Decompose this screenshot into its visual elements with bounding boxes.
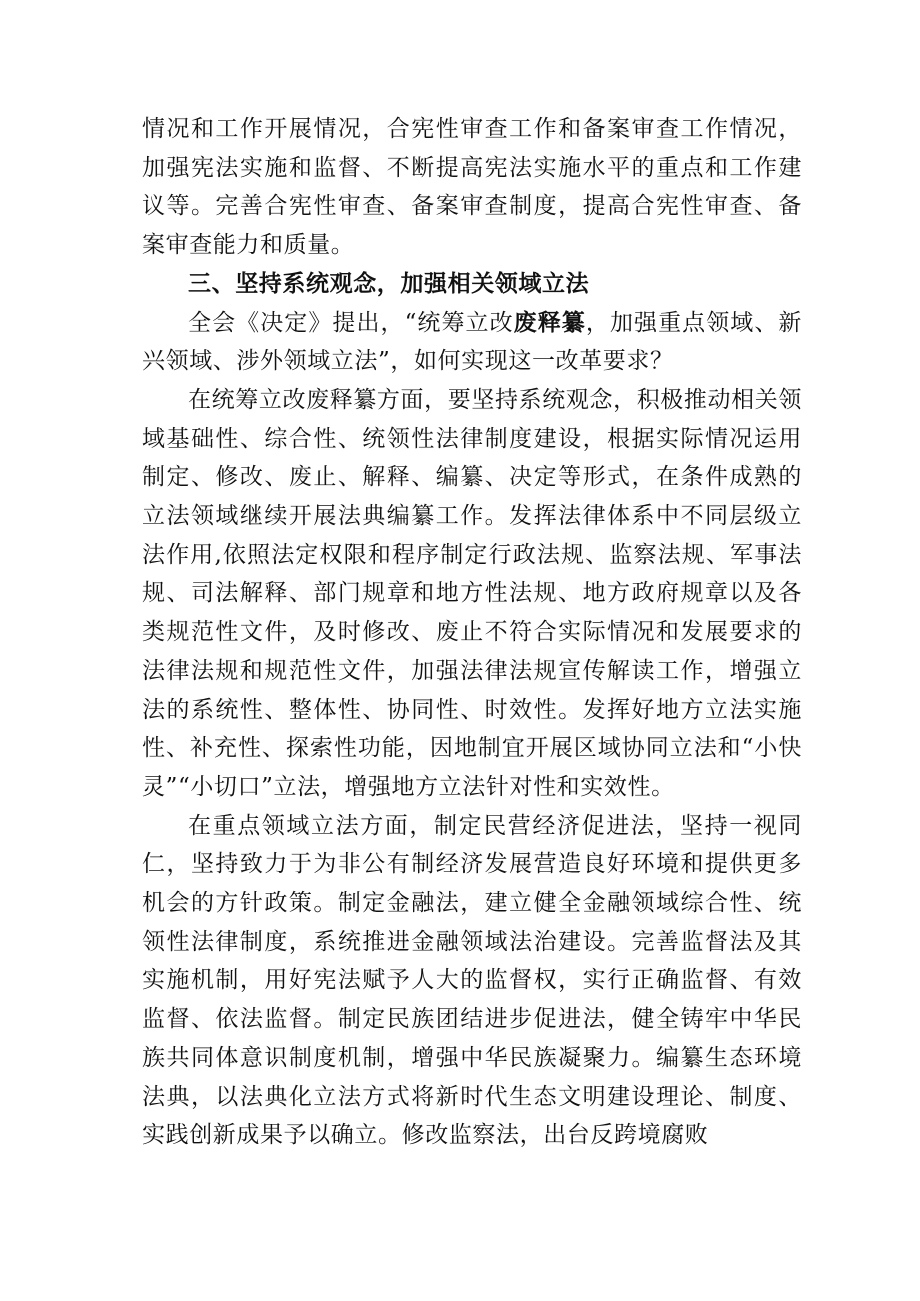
paragraph-codification: 在统筹立改废释纂方面，要坚持系统观念，积极推动相关领域基础性、综合性、统领性法律制度建设，根据实际情况运用制定、修改、废止、解释、编纂、决定等形式，在条件成熟的立法领域继续开展法典编纂工作。发挥法律体系中不同层级立法作用,依照法定权限和程序制定行政法规、监察法规、军事法规、司法解释、部门规章和地方性法规、地方政府规章以及各类规范性文件，及时修改、废止不符合实际情况和发展要求的法律法规和规范性文件，加强法律法规宣传解读工作，增强立法的系统性、整体性、协同性、时效性。发挥好地方立法实施性、补充性、探索性功能，因地制宜开展区域协同立法和“小快灵”“小切口”立法，增强地方立法针对性和实效性。 xyxy=(142,386,802,800)
paragraph-key-areas: 在重点领域立法方面，制定民营经济促进法，坚持一视同仁，坚持致力于为非公有制经济发展营造良好环境和提供更多机会的方针政策。制定金融法，建立健全金融领域综合性、统领性法律制度，系统推进金融领域法治建设。完善监督法及其实施机制，用好宪法赋予人大的监督权，实行正确监督、有效监督、依法监督。制定民族团结进步促进法，健全铸牢中华民族共同体意识制度机制，增强中华民族凝聚力。编纂生态环境法典，以法典化立法方式将新时代生态文明建设理论、制度、实践创新成果予以确立。修改监察法，出台反跨境腐败 xyxy=(142,812,802,1149)
paragraph-continued: 情况和工作开展情况，合宪性审查工作和备案审查工作情况，加强宪法实施和监督、不断提高宪法实施水平的重点和工作建议等。完善合宪性审查、备案审查制度，提高合宪性审查、备案审查能力和质量。 xyxy=(142,116,802,259)
paragraph-quote xyxy=(142,304,802,381)
quote-text-before: 全会《决定》提出，“统筹立改 xyxy=(188,309,514,336)
quote-text-bold: 废释纂 xyxy=(513,308,586,336)
quote-text-after: ，加强重点领域、新兴领域、涉外领域立法”，如何实现这一改革要求？ xyxy=(142,309,802,375)
section-heading-3: 三、坚持系统观念，加强相关领域立法 xyxy=(188,270,590,297)
